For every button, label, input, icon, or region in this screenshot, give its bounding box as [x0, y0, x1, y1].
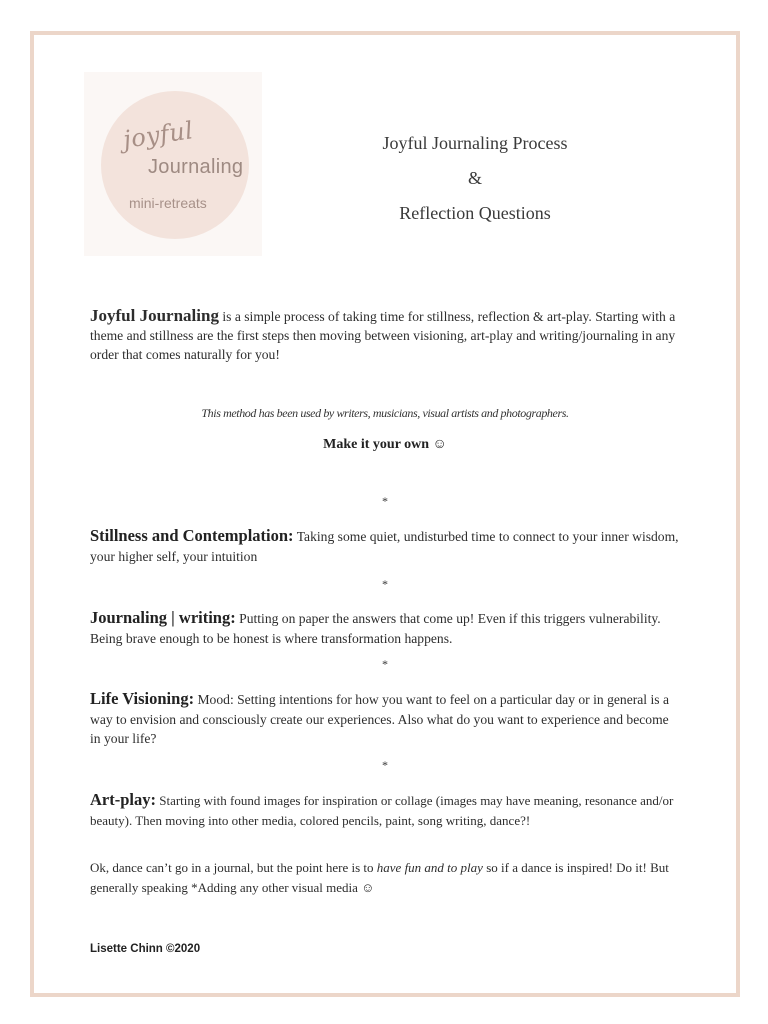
method-note: This method has been used by writers, musicians, visual artists and photographers. — [201, 406, 569, 420]
section-text: Putting on paper the answers that come up! Even if this triggers vulnerability. Being brave enough to be honest is where transformation happens. — [90, 611, 661, 646]
intro-paragraph — [90, 306, 680, 364]
section-stillness — [90, 526, 682, 566]
closing-after: so if a dance is inspired! Do it! But generally speaking *Adding any other visual media ☺ — [90, 860, 669, 895]
logo — [101, 91, 249, 239]
separator-star: * — [382, 657, 388, 671]
logo-sub-text: mini-retreats — [129, 195, 207, 211]
section-heading: Stillness and Contemplation: — [90, 526, 294, 545]
separator-star: * — [382, 758, 388, 772]
page-title — [300, 126, 650, 231]
section-heading: Life Visioning: — [90, 689, 195, 708]
title-line-3: Reflection Questions — [399, 203, 551, 223]
closing-before: Ok, dance can’t go in a journal, but the point here is to — [90, 860, 377, 875]
make-it-your-own: Make it your own ☺ — [323, 437, 447, 452]
section-text: Mood: Setting intentions for how you want to feel on a particular day or in general is a way to envision and consciously create our experiences. Also what do you want to experience and become in your life? — [90, 692, 669, 746]
section-life-visioning — [90, 689, 682, 749]
closing-emphasis: have fun and to play — [376, 860, 483, 875]
separator-star: * — [382, 494, 388, 508]
section-heading: Journaling | writing: — [90, 608, 236, 627]
logo-word-text: Journaling — [148, 156, 244, 178]
intro-text: is a simple process of taking time for stillness, reflection & art-play. Starting with a theme and stillness are the first steps then moving between visioning, art-play and writing/journaling in any order that comes naturally for you! — [90, 309, 676, 362]
section-journaling — [90, 608, 682, 648]
section-heading: Art-play: — [90, 790, 156, 809]
closing-paragraph — [90, 858, 682, 897]
title-line-2: & — [467, 168, 482, 188]
section-art-play — [90, 790, 682, 830]
section-text: Starting with found images for inspiration or collage (images may have meaning, resonance and/or beauty). Then moving into other media, colored pencils, paint, song writing, dance?! — [90, 793, 674, 828]
title-line-1: Joyful Journaling Process — [382, 133, 568, 153]
section-text: Taking some quiet, undisturbed time to connect to your inner wisdom, your higher self, your intuition — [90, 529, 679, 564]
intro-lead: Joyful Journaling — [90, 306, 219, 325]
author-credit: Lisette Chinn ©2020 — [90, 943, 201, 955]
separator-star: * — [382, 577, 388, 591]
logo-script-text: joyful — [121, 116, 196, 154]
